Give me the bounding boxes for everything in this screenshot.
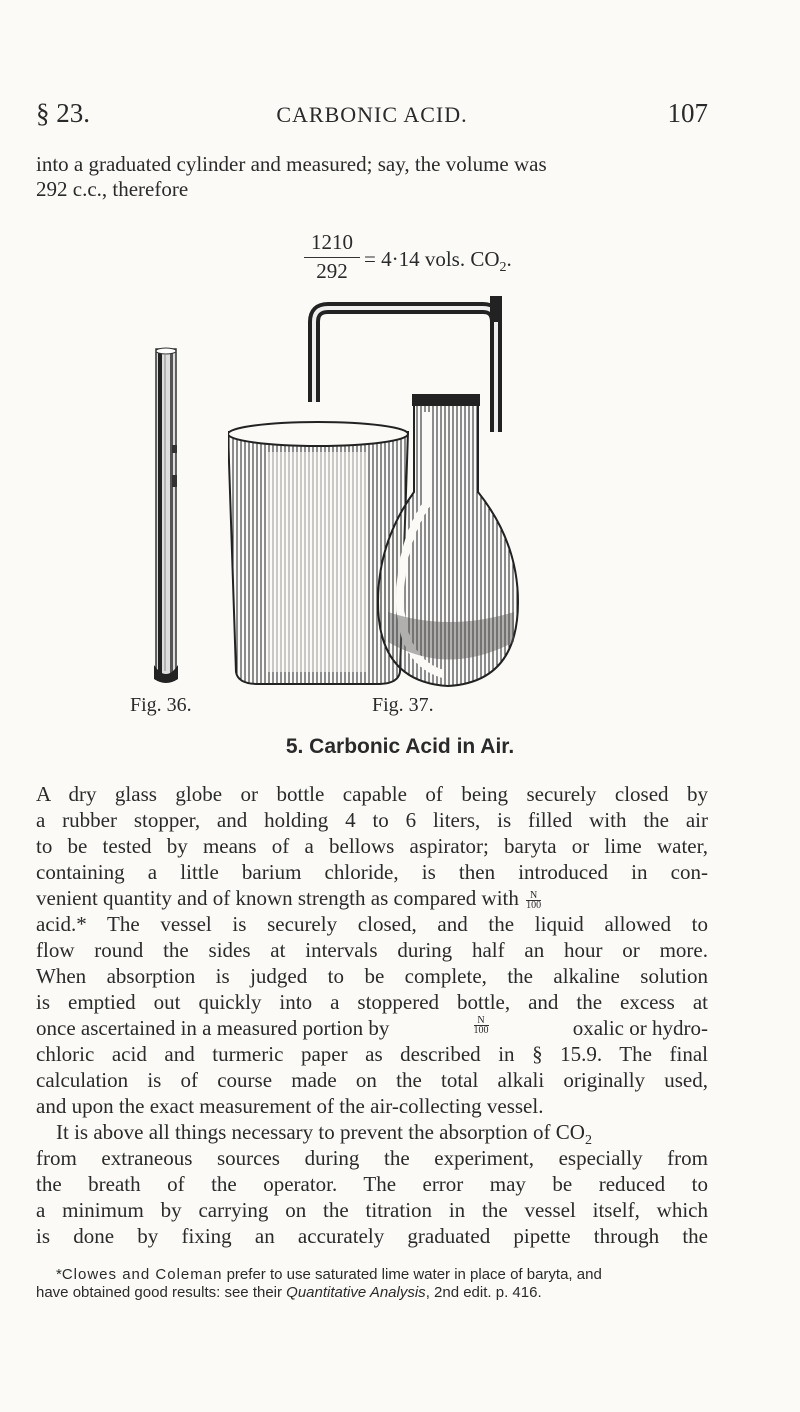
footnote-marker: * <box>56 1266 62 1283</box>
body-line-10 <box>36 1016 708 1041</box>
body-line-3: to be tested by means of a bellows aspirator; baryta or lime water, <box>36 834 708 858</box>
body-line-14-text: It is above all things necessary to prevent the absorption of CO <box>56 1120 585 1144</box>
formula-result-end: . <box>506 247 512 271</box>
page-header <box>36 98 708 138</box>
body-line-14 <box>56 1120 592 1149</box>
body-line-5 <box>36 886 543 911</box>
formula-numerator: 1210 <box>304 230 360 258</box>
section-number: § 23. <box>36 98 90 128</box>
body-line-15: from extraneous sources during the experiment, especially from <box>36 1146 708 1170</box>
formula-result-sub: 2 <box>499 260 507 276</box>
body-line-2: a rubber stopper, and holding 4 to 6 liters, is filled with the air <box>36 808 708 832</box>
body-line-7: flow round the sides at intervals during half an hour or more. <box>36 938 708 962</box>
n-100-fraction-2 <box>474 1016 489 1041</box>
page-number: 107 <box>667 98 708 128</box>
formula-denominator: 292 <box>316 259 348 283</box>
body-line-16: the breath of the operator. The error may be reduced to <box>36 1172 708 1196</box>
footnote-line-2 <box>36 1284 542 1301</box>
running-title: CARBONIC ACID. <box>276 102 468 127</box>
intro-line-1: into a graduated cylinder and measured; say, the volume was <box>36 152 547 176</box>
fraction-numerator: N <box>526 891 541 901</box>
flask-in-beaker-illustration <box>228 282 522 694</box>
fraction-denominator: 100 <box>526 899 542 911</box>
footnote-book-title: Quantitative Analysis <box>286 1284 426 1301</box>
graduated-tube-illustration <box>146 345 184 687</box>
formula-result-text: = 4·14 vols. CO <box>364 247 500 271</box>
section-heading: 5. Carbonic Acid in Air. <box>285 735 515 758</box>
n-100-fraction <box>526 891 541 910</box>
body-line-17: a minimum by carrying on the titration in the vessel itself, which <box>36 1198 708 1222</box>
intro-line-2: 292 c.c., therefore <box>36 177 189 201</box>
body-line-6: acid.* The vessel is securely closed, and the liquid allowed to <box>36 912 708 936</box>
footnote-text-3: , 2nd edit. p. 416. <box>425 1284 542 1301</box>
body-line-12: calculation is of course made on the total alkali originally used, <box>36 1068 708 1092</box>
fig37-caption: Fig. 37. <box>372 694 434 716</box>
body-line-1: A dry glass globe or bottle capable of being securely closed by <box>36 782 708 806</box>
body-line-14-sub: 2 <box>584 1133 592 1149</box>
fraction-denominator: 100 <box>473 1025 489 1036</box>
footnote-authors: Clowes and Coleman <box>61 1266 223 1283</box>
body-line-9: is emptied out quickly into a stoppered bottle, and the excess at <box>36 990 708 1014</box>
body-line-11: chloric acid and turmeric paper as described in § 15.9. The final <box>36 1042 708 1066</box>
footnote-text-1: prefer to use saturated lime water in place of baryta, and <box>226 1266 602 1283</box>
fraction-numerator: N <box>474 1016 489 1026</box>
body-line-10-text-a: once ascertained in a measured portion by <box>36 1016 390 1040</box>
footnote-text-2: have obtained good results: see their <box>36 1284 282 1301</box>
footnote-line-1 <box>56 1266 602 1283</box>
body-line-10-text-b: oxalic or hydro- <box>572 1016 708 1040</box>
fig36-caption: Fig. 36. <box>130 694 192 716</box>
body-line-18: is done by fixing an accurately graduated pipette through the <box>36 1224 708 1248</box>
formula-result <box>364 247 512 276</box>
formula-fraction <box>304 230 360 284</box>
body-line-4: containing a little barium chloride, is then introduced in con- <box>36 860 708 884</box>
body-line-13: and upon the exact measurement of the air-collecting vessel. <box>36 1094 544 1118</box>
body-line-8: When absorption is judged to be complete, the alkaline solution <box>36 964 708 988</box>
body-line-5-text: venient quantity and of known strength as compared with <box>36 886 519 910</box>
